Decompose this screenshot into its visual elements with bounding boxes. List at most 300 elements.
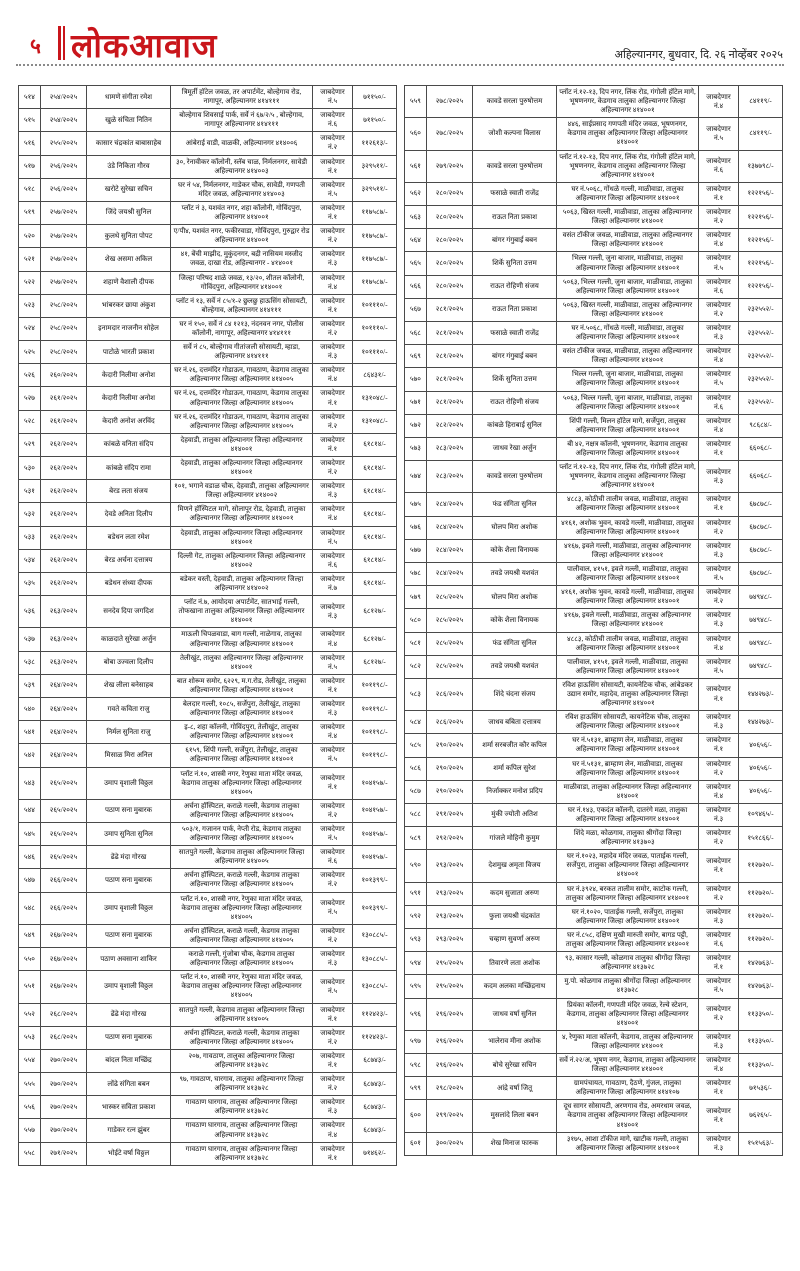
table-row [19, 767, 397, 799]
row-case-number: २९१/२०२५ [427, 803, 473, 826]
row-serial-number: ५३७ [19, 628, 41, 651]
row-address: भिल्ल गल्ली, जुना बाजार, माळीवाडा, तालुका अहिल्यानगर जिल्हा अहिल्यानगर ४१४००१ [557, 368, 699, 391]
respondent-number: नं.१ [327, 685, 338, 694]
row-address: घर नं.५०६८, गोंधळे गल्ली, माळीवाडा, तालुका अहिल्यानगर जिल्हा अहिल्यानगर ४१४००१ [557, 182, 699, 205]
row-case-number: २८५/२०२५ [427, 609, 473, 632]
row-name: घोलप मिरा अशोक [473, 516, 557, 539]
table-row [405, 345, 783, 368]
table-row [405, 539, 783, 562]
row-serial-number: ५३९ [19, 674, 41, 697]
row-case-number: २८०/२०२५ [427, 252, 473, 275]
respondent-label: जाबदेणार [706, 1032, 731, 1041]
respondent-label: जाबदेणार [706, 254, 731, 263]
table-row [19, 410, 397, 433]
row-respondent [313, 823, 353, 846]
row-address: बडेकर वस्ती, देहवाडी, तालुका अहिल्यानगर जिल्हा अहिल्यानगर ४१४००२ [171, 572, 313, 595]
row-address: ४१, बेंची माझीद, मुकुंदनगर, बद्री नासियम मस्जीद जवळ, दाखा रोड, अहिल्यानगर - ४१४००१ [171, 248, 313, 271]
row-case-number: २६४/२०२५ [41, 674, 87, 697]
row-case-number: २८०/२०२५ [427, 206, 473, 229]
respondent-number: नं.३ [713, 620, 724, 629]
table-row [405, 86, 783, 118]
respondent-label: जाबदेणार [706, 541, 731, 550]
row-address: वसंत टॉकीज जवळ, माळीवाडा, तालुका अहिल्यानगर जिल्हा अहिल्यानगर ४१४००१ [557, 345, 699, 368]
respondent-label: जाबदेणार [320, 1144, 345, 1153]
row-respondent [313, 294, 353, 317]
row-name: कांबळे हिराबाई सुनिल [473, 414, 557, 437]
row-respondent [699, 850, 739, 882]
row-name: कुलथे सुनिता पोपट [87, 225, 171, 248]
respondent-label: जाबदेणार [706, 564, 731, 573]
row-respondent [699, 118, 739, 150]
row-case-number: २८६/२०२५ [427, 711, 473, 734]
row-address: शिंदे मळा, कोळगाव, तालुका श्रीगोंदा जिल्हा अहिल्यानगर ४१३७०३ [557, 827, 699, 850]
respondent-number: नं.१ [713, 504, 724, 513]
table-row [405, 905, 783, 928]
row-name: कोके शैला विनायक [473, 609, 557, 632]
row-serial-number: ५६७ [405, 298, 427, 321]
respondent-number: नं.५ [327, 537, 338, 546]
row-serial-number: ६०१ [405, 1132, 427, 1155]
row-name: कावडे सरला पुरुषोत्तम [473, 150, 557, 182]
row-address: रविश हाऊसिंग सोसायटी, कायनेटिक चौक, तालुका अहिल्यानगर जिल्हा अहिल्यानगर ४१४००१ [557, 711, 699, 734]
row-serial-number: ५४७ [19, 869, 41, 892]
row-amount: ६१८१४/- [353, 549, 397, 572]
respondent-label: जाबदेणार [706, 231, 731, 240]
row-name: पठाण सना मुबारक [87, 1026, 171, 1049]
row-case-number: २९३/२०२५ [427, 905, 473, 928]
header-divider [16, 64, 784, 66]
row-address: दिल्ली गेट, तालुका अहिल्यानगर जिल्हा अहिल्यानगर ४१४००२ [171, 549, 313, 572]
respondent-number: नं.१ [327, 213, 338, 222]
row-serial-number: ५५५ [19, 1073, 41, 1096]
row-serial-number: ५५८ [19, 1142, 41, 1165]
row-serial-number: ५६८ [405, 321, 427, 344]
respondent-number: नं.४ [713, 643, 724, 652]
respondent-number: नं.१ [327, 166, 338, 175]
row-case-number: २८१/२०२५ [427, 345, 473, 368]
row-address: ४१६१, अशोक भुवन, कावडे गल्ली, माळीवाडा, तालुका अहिल्यानगर जिल्हा अहिल्यानगर ४१४००१ [557, 586, 699, 609]
row-respondent [313, 596, 353, 628]
row-respondent [699, 1132, 739, 1155]
row-amount: ११३३५०/- [739, 998, 783, 1030]
table-row [405, 275, 783, 298]
row-name: राऊत रोहिणी संजय [473, 391, 557, 414]
row-name: सनदेव दिपा जगदिश [87, 596, 171, 628]
row-address: ३१७५, आशा टॉकीज मागे, खाटीक गल्ली, तालुका अहिल्यानगर जिल्हा अहिल्यानगर ४१४००१ [557, 1132, 699, 1155]
respondent-number: नं.४ [327, 639, 338, 648]
row-name: पठाण सना मुबारक [87, 924, 171, 947]
row-amount: १४४२७३/- [739, 711, 783, 734]
row-serial-number: ५४२ [19, 744, 41, 767]
respondent-label: जाबदेणार [320, 723, 345, 732]
row-name: निर्मल सुनिता राजु [87, 721, 171, 744]
row-case-number: २६३/२०२५ [41, 596, 87, 628]
table-row [19, 1119, 397, 1142]
table-row [405, 516, 783, 539]
respondent-label: जाबदेणार [706, 370, 731, 379]
row-respondent [313, 317, 353, 340]
respondent-number: नं.४ [713, 240, 724, 249]
respondent-label: जाबदेणार [320, 699, 345, 708]
respondent-number: नं.६ [713, 402, 724, 411]
table-row [405, 118, 783, 150]
row-case-number: २९३/२०२५ [427, 882, 473, 905]
row-amount: ६८७४३/- [353, 1119, 397, 1142]
row-serial-number: ५३२ [19, 503, 41, 526]
row-address: प्लॉट नं.१२-१३, दिप नगर, लिंक रोड, गंगोली हॉटेल मागे, भूषणनगर, केडगाव तालुका अहिल्यानगर जिल्हा अहिल्यानगर ४१४००१ [557, 86, 699, 118]
row-respondent [313, 225, 353, 248]
row-serial-number: ५२७ [19, 387, 41, 410]
row-case-number: २६७/२०२५ [41, 948, 87, 971]
row-case-number: २६८/२०२५ [41, 1026, 87, 1049]
respondent-number: नं.५ [713, 986, 724, 995]
respondent-number: नं.१ [713, 865, 724, 874]
row-case-number: २९६/२०२५ [427, 998, 473, 1030]
table-row [405, 391, 783, 414]
row-case-number: २६२/२०२५ [41, 433, 87, 456]
table-row [19, 596, 397, 628]
table-row [19, 1026, 397, 1049]
row-address: देहवाडी, तालुका अहिल्यानगर जिल्हा अहिल्यानगर ४१४००१ [171, 526, 313, 549]
respondent-number: नं.४ [713, 1065, 724, 1074]
table-row [405, 1030, 783, 1053]
row-serial-number: ५८३ [405, 678, 427, 710]
row-address: दूध सागर सोसायटी, अरणगाव रोड, अमरधाम जवळ, केडगाव तालुका अहिल्यानगर जिल्हा अहिल्यानगर ४१४००१ [557, 1100, 699, 1132]
row-respondent [313, 721, 353, 744]
row-respondent [699, 928, 739, 951]
row-name: उमाप वृशाली विठ्ठल [87, 892, 171, 924]
respondent-label: जाबदेणार [320, 273, 345, 282]
row-address: ६१५९, शिंपी गल्ली, सर्जेपुरा, तेलीखुंट, तालुका अहिल्यानगर जिल्हा अहिल्यानगर ४१४००१ [171, 744, 313, 767]
respondent-label: जाबदेणार [706, 759, 731, 768]
table-row [405, 882, 783, 905]
table-row [19, 924, 397, 947]
table-row [405, 414, 783, 437]
row-respondent [699, 882, 739, 905]
row-case-number: २८१/२०२५ [427, 298, 473, 321]
row-serial-number: ५१६ [19, 132, 41, 155]
row-respondent [313, 628, 353, 651]
row-amount: १३०८८५/- [353, 948, 397, 971]
row-amount: ७६२६५/- [739, 1100, 783, 1132]
respondent-number: नं.२ [327, 1084, 338, 1093]
row-respondent [699, 562, 739, 585]
row-serial-number: ५५२ [19, 1003, 41, 1026]
row-case-number: २६७/२०२५ [41, 971, 87, 1003]
row-case-number: २६६/२०२५ [41, 869, 87, 892]
row-serial-number: ५८४ [405, 711, 427, 734]
row-amount: ४०६५६/- [739, 734, 783, 757]
row-case-number: २९९/२०२५ [427, 1100, 473, 1132]
respondent-label: जाबदेणार [706, 977, 731, 986]
row-respondent [699, 1053, 739, 1076]
row-amount: ८६४३१/- [353, 364, 397, 387]
row-name: उमाप वृशाली विठ्ठल [87, 767, 171, 799]
table-row [405, 998, 783, 1030]
row-respondent [699, 345, 739, 368]
respondent-label: जाबदेणार [320, 134, 345, 143]
row-address: १०१, भगाने वडाळ चौक, देहवाडी, तालुका अहिल्यानगर जिल्हा अहिल्यानगर ४१४००२ [171, 480, 313, 503]
row-case-number: २६१/२०२५ [41, 387, 87, 410]
row-respondent [699, 609, 739, 632]
table-row [405, 655, 783, 678]
row-amount: १०४१५७/- [353, 823, 397, 846]
respondent-number: नं.१ [327, 398, 338, 407]
row-respondent [699, 321, 739, 344]
notice-table-right [404, 85, 782, 1156]
respondent-number: नं.३ [713, 550, 724, 559]
respondent-label: जाबदेणार [706, 157, 731, 166]
row-amount: १०४१५७/- [353, 846, 397, 869]
table-row [405, 975, 783, 998]
row-serial-number: ५६९ [405, 345, 427, 368]
row-respondent [313, 410, 353, 433]
row-serial-number: ५४५ [19, 823, 41, 846]
row-name: फंड संगिता सुनिल [473, 493, 557, 516]
row-address: बोल्हेगाव शिवसाई पार्क, सर्वे नं ६७/२/५ , बोल्हेगाव, नागापूर अहिल्यानगर ४१४१११ [171, 109, 313, 132]
row-serial-number: ५२५ [19, 341, 41, 364]
row-name: जाधव बबिता दत्तात्रय [473, 711, 557, 734]
row-serial-number: ५६६ [405, 275, 427, 298]
row-address: तेलीखुंट, तालुका अहिल्यानगर जिल्हा अहिल्यानगर ४१४००१ [171, 651, 313, 674]
table-row [405, 803, 783, 826]
row-respondent [699, 998, 739, 1030]
row-address: घर नं.३९२४, बरकत तालीम समोर, काटोक गल्ली, तालुका अहिल्यानगर जिल्हा अहिल्यानगर ४१४००१ [557, 882, 699, 905]
respondent-number: नं.४ [327, 1130, 338, 1139]
row-serial-number: ५७१ [405, 391, 427, 414]
row-case-number: २५८/२०२५ [41, 317, 87, 340]
row-amount: ६१८१४/- [353, 572, 397, 595]
row-case-number: २५५/२०२५ [41, 132, 87, 155]
row-name: शेख असमा अकिल [87, 248, 171, 271]
respondent-label: जाबदेणार [706, 1055, 731, 1064]
row-name: फसाळे स्वाती राजेंद्र [473, 321, 557, 344]
row-name: काळदाते सुरेखा अर्जुन [87, 628, 171, 651]
table-row [405, 952, 783, 975]
row-case-number: २८४/२०२५ [427, 539, 473, 562]
table-row [19, 526, 397, 549]
row-respondent [699, 252, 739, 275]
respondent-number: नं.२ [713, 1014, 724, 1023]
table-row [19, 317, 397, 340]
row-address: घर नं.८५८, दक्षिण मुखी मारुती समोर, बागड पट्टी, तालुका अहिल्यानगर जिल्हा अहिल्यानगर ४१४००१ [557, 928, 699, 951]
row-case-number: २७०/२०२५ [41, 1119, 87, 1142]
row-case-number: २९३/२०२५ [427, 850, 473, 882]
row-serial-number: ५९३ [405, 928, 427, 951]
row-amount: २३२५५२/- [739, 298, 783, 321]
row-respondent [699, 757, 739, 780]
row-amount: ७१५३६/- [739, 1077, 783, 1100]
row-address: ५०६३, खिस्त गल्ली, माळीवाडा, तालुका अहिल्यानगर जिल्हा अहिल्यानगर ४१४००१ [557, 206, 699, 229]
row-address: जिल्हा परिषद शाळे जवळ, १३/२०, शीतल कॉलोनी, गोविंदपुरा, अहिल्यानगर ४१४००१ [171, 271, 313, 294]
table-row [405, 461, 783, 493]
respondent-label: जाबदेणार [706, 1106, 731, 1115]
row-case-number: २७८/२०२५ [427, 118, 473, 150]
row-serial-number: ५९० [405, 850, 427, 882]
respondent-label: जाबदेणार [320, 319, 345, 328]
row-address: ४१६१, अशोक भुवन, कावडे गल्ली, माळीवाडा, तालुका अहिल्यानगर जिल्हा अहिल्यानगर ४१४००१ [557, 516, 699, 539]
row-address: अर्चना हॉस्पिटल, कराळे गल्ली, केडगाव तालुका अहिल्यानगर जिल्हा अहिल्यानगर ४१४००५ [171, 869, 313, 892]
table-row [19, 1096, 397, 1119]
respondent-label: जाबदेणार [706, 829, 731, 838]
respondent-number: नं.२ [713, 768, 724, 777]
row-name: शेख लीला बनेसाहब [87, 674, 171, 697]
row-name: मिसाळ मिरा अनिल [87, 744, 171, 767]
row-name: मुंकी ज्योती अतिश [473, 803, 557, 826]
row-respondent [699, 437, 739, 460]
row-serial-number: ५५६ [19, 1096, 41, 1119]
table-row [405, 827, 783, 850]
row-case-number: २५४/२०२५ [41, 109, 87, 132]
respondent-number: नं.७ [327, 584, 338, 593]
table-row [19, 109, 397, 132]
table-row [19, 480, 397, 503]
table-row [19, 651, 397, 674]
row-amount: १५१५६३/- [739, 1132, 783, 1155]
row-amount: १२२१५६/- [739, 275, 783, 298]
respondent-number: नं.३ [713, 916, 724, 925]
row-case-number: २६०/२०२५ [41, 364, 87, 387]
row-serial-number: ५९२ [405, 905, 427, 928]
row-address: बेलदार गल्ली, १०८५, सर्जेपुरा, तेलीखुंट, तालुका अहिल्यानगर जिल्हा अहिल्यानगर ४१४००१ [171, 697, 313, 720]
row-name: फुला जयश्री चंद्रकांत [473, 905, 557, 928]
respondent-label: जाबदेणार [320, 774, 345, 783]
row-respondent [313, 674, 353, 697]
row-serial-number: ५२१ [19, 248, 41, 271]
row-name: निर्जाक्कर मनोश प्रदिप [473, 780, 557, 803]
respondent-number: नं.४ [327, 375, 338, 384]
row-name: शर्मा कपिल सुरेश [473, 757, 557, 780]
row-name: पठाण सना मुबारक [87, 869, 171, 892]
table-row [19, 457, 397, 480]
respondent-label: जाबदेणार [706, 930, 731, 939]
row-serial-number: ५७४ [405, 461, 427, 493]
row-name: जाधव वर्षा सुनिल [473, 998, 557, 1030]
row-case-number: २७९/२०२५ [427, 150, 473, 182]
row-address: ग्रामपंचायत, गावठाण, दैठणे, गुंजल, तालुका अहिल्यानगर जिल्हा अहिल्यानगर ४१४१०७ [557, 1077, 699, 1100]
respondent-number: नं.६ [713, 286, 724, 295]
row-respondent [313, 1096, 353, 1119]
row-address: सर्वे नं ८५, बोल्हेगाव गीतांजली सोसायटी, म्हाडा, अहिल्यानगर ४१४१११ [171, 341, 313, 364]
respondent-number: नं.३ [327, 611, 338, 620]
row-serial-number: ५२२ [19, 271, 41, 294]
row-serial-number: ५१७ [19, 155, 41, 178]
respondent-number: नं.१ [713, 1115, 724, 1124]
respondent-label: जाबदेणार [706, 634, 731, 643]
row-address: प्रियंका कॉलनी, गणपती मंदिर जवळ, रेल्वे स्टेशन, केडगाव, तालुका अहिल्यानगर जिल्हा अहिल्यानगर ४१४००१ [557, 998, 699, 1030]
row-address: अर्चना हॉस्पिटल, कराळे गल्ली, केडगाव तालुका अहिल्यानगर जिल्हा अहिल्यानगर ४१४००५ [171, 799, 313, 822]
row-case-number: २६५/२०२५ [41, 767, 87, 799]
respondent-number: नं.५ [327, 755, 338, 764]
respondent-number: नं.२ [713, 597, 724, 606]
row-serial-number: ५६२ [405, 182, 427, 205]
respondent-number: नं.६ [327, 120, 338, 129]
respondent-label: जाबदेणार [706, 954, 731, 963]
row-case-number: २८४/२०२५ [427, 562, 473, 585]
respondent-label: जाबदेणार [320, 926, 345, 935]
row-amount: १३१०४८/- [353, 387, 397, 410]
table-row [405, 321, 783, 344]
respondent-label: जाबदेणार [320, 180, 345, 189]
respondent-number: नं.१ [327, 444, 338, 453]
respondent-label: जाबदेणार [320, 111, 345, 120]
respondent-label: जाबदेणार [320, 676, 345, 685]
row-name: तवडे जयश्री यशवंत [473, 655, 557, 678]
row-address: सातपुते गल्ली, केडगाव तालुका अहिल्यानगर जिल्हा अहिल्यानगर ४१४००५ [171, 846, 313, 869]
respondent-label: जाबदेणार [320, 482, 345, 491]
table-row [405, 928, 783, 951]
row-amount: १०९४६५/- [739, 803, 783, 826]
row-case-number: २६७/२०२५ [41, 924, 87, 947]
table-row [19, 364, 397, 387]
respondent-label: जाबदेणार [706, 92, 731, 101]
table-row [19, 503, 397, 526]
row-respondent [699, 206, 739, 229]
row-case-number: २८२/२०२५ [427, 414, 473, 437]
row-name: कांबळे संदिप रामा [87, 457, 171, 480]
row-name: शिर्के सुनिता उत्तम [473, 252, 557, 275]
table-row [405, 437, 783, 460]
table-row [405, 678, 783, 710]
row-case-number: २७०/२०२५ [41, 1073, 87, 1096]
row-name: बेरड अर्चना दत्तात्रय [87, 549, 171, 572]
row-amount: ७११५०/- [353, 86, 397, 109]
respondent-label: जाबदेणार [320, 848, 345, 857]
respondent-label: जाबदेणार [706, 208, 731, 217]
row-name: ढेंढे मंदा गोरख [87, 846, 171, 869]
respondent-label: जाबदेणार [320, 801, 345, 810]
row-name: देवडे अनिता दिलीप [87, 503, 171, 526]
row-respondent [699, 275, 739, 298]
respondent-number: नं.५ [327, 834, 338, 843]
row-case-number: २६२/२०२५ [41, 480, 87, 503]
row-amount: १४२७६३/- [739, 952, 783, 975]
respondent-number: नं.२ [327, 1037, 338, 1046]
row-respondent [699, 632, 739, 655]
row-name: जोशी कल्पना विलास [473, 118, 557, 150]
table-row [19, 721, 397, 744]
table-row [19, 271, 397, 294]
row-serial-number: ५७२ [405, 414, 427, 437]
table-row [19, 971, 397, 1003]
row-amount: ६६०६८/- [739, 461, 783, 493]
respondent-number: नं.२ [713, 217, 724, 226]
respondent-label: जाबदेणार [706, 347, 731, 356]
table-row [405, 1077, 783, 1100]
row-amount: ११२६१३/- [353, 132, 397, 155]
row-name: कावडे सरला पुरुषोत्तम [473, 86, 557, 118]
table-row [19, 823, 397, 846]
row-respondent [313, 132, 353, 155]
table-row [405, 150, 783, 182]
row-respondent [313, 744, 353, 767]
row-address: माऊली चिपळवाडा, बाग गल्ली, नाळेगाव, तालुका अहिल्यानगर जिल्हा अहिल्यानगर ४१४००१ [171, 628, 313, 651]
row-case-number: २५४/२०२५ [41, 86, 87, 109]
row-address: ४१६७, इवले गल्ली, माळीवाडा, तालुका अहिल्यानगर जिल्हा अहिल्यानगर ४१४००१ [557, 609, 699, 632]
row-respondent [699, 86, 739, 118]
row-name: उंडे निकिता गौरव [87, 155, 171, 178]
respondent-label: जाबदेणार [320, 459, 345, 467]
row-serial-number: ५१९ [19, 201, 41, 224]
row-case-number: २६३/२०२५ [41, 651, 87, 674]
row-respondent [699, 493, 739, 516]
row-address: ५०६३, भिल्ल गल्ली, जुना बाजार, माळीवाडा, तालुका अहिल्यानगर जिल्हा अहिल्यानगर ४१४००१ [557, 391, 699, 414]
row-respondent [313, 767, 353, 799]
row-case-number: २९०/२०२५ [427, 734, 473, 757]
row-amount: २३२५५२/- [739, 345, 783, 368]
row-case-number: २८१/२०२५ [427, 368, 473, 391]
respondent-label: जाबदेणार [320, 574, 345, 583]
